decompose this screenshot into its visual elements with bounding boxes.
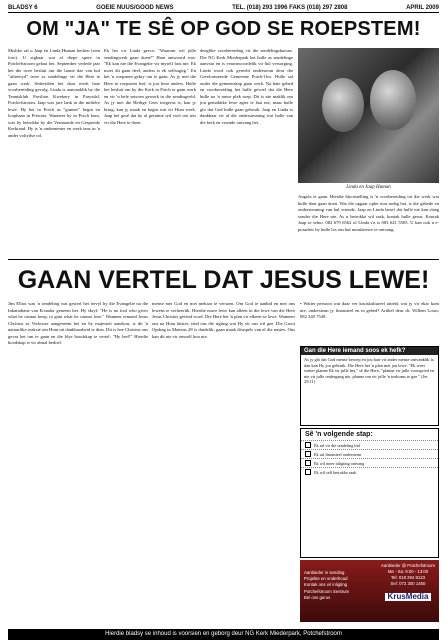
next-step-option[interactable] bbox=[301, 449, 438, 458]
option-label: Ek sal finansieel ondersteun bbox=[314, 451, 362, 457]
ad-line: Bel ons gerus bbox=[304, 594, 331, 600]
ad-cell: Sel: 072 300 1450 bbox=[390, 581, 426, 586]
advertisement[interactable] bbox=[300, 560, 439, 622]
contact-line: TEL. (018) 293 1996 FAKS (018) 297 2808 bbox=[232, 4, 348, 11]
article1-column-4 bbox=[298, 194, 439, 256]
photo-linda-jaap bbox=[298, 48, 439, 183]
ad-line: Aanbieder in sending bbox=[304, 570, 345, 575]
ad-line: Potchefstroom Sentrum bbox=[304, 588, 350, 594]
article2-text-1: Jim Elliot was 'n sendeling wat gesterf het tervyl hy die Evangelie na die Inkaindiane van Ecuador geneem het. Hy skryf: "He is no fool who gives what he cannot keep, to gain what he cannot lose." Wanneer iemand Jesus Christus as Verlosser aangeneem het en Sy majesteit aanskou, is dit 'n natuurlike reaksie om Hom uit dankbaarheid te dien. Dit is hoe Christus ons gevra het om te gaan en die blye boodskap te vertel: "Hy leef!" Hierdie boodskap is vir almal bedoel. bbox=[8, 301, 148, 345]
person-photo-linda bbox=[322, 78, 364, 132]
article2-column-3 bbox=[300, 301, 439, 343]
page-number: BLADSY 6 bbox=[8, 4, 38, 11]
next-step-option[interactable] bbox=[301, 440, 438, 449]
article1-column-3 bbox=[200, 48, 293, 256]
quote-box-title: Gan die Here iemand soos ek hefk? bbox=[301, 347, 438, 355]
next-step-option[interactable] bbox=[301, 467, 438, 476]
article1-text-2: Ek het vir Linda gevra: "Waarom wil julle sendingwerk gaan doen?" Haar antwoord was: "Ek kan nie die Evangelie vir myself hou nie. Ek moet dit gaan deel, anders is ek selfsugtig." En het 'n roepstem gekry om te gaan. As jy met die Here se roepstem leef, is jou lewe anders. Hulle het besluit om by die Kerk in Potch te gaan werk en vir 'n hele seisoen gewerk in die sendingveld. As jy met die Heilige Gees toegerus is, kan jy bring, kan jy maak en begin wat vir Hom werk. Jaap het gesê dat hy al geruime tyd voel om iets vir die Here te doen. bbox=[104, 48, 196, 125]
checkbox-icon[interactable] bbox=[305, 469, 311, 475]
article2-text-2: mense met God en met mekaar te versoen. Om God te aanbid en met ons lewens te verheerlik. Hierdie nuwe lewe kan alleen in die lewe van die Here Jesus Christus gevind word. Die Here het 'n plan vir elkeen se lewe. Wanneer ons na Hom luister, vind ons die rigting wat Hy vir ons wil gee. Die Groot Opdrag in Matteus 28 is duidelik: gaan maak dissipels van al die nasies. Ons kan dit nie vir onsself hou nie. bbox=[152, 301, 295, 339]
ad-company: Aanbieder @ Potchefstroom bbox=[380, 563, 436, 568]
ad-list bbox=[304, 570, 349, 601]
headline-roepstem: OM "JA" TE SÊ OP GOD SE ROEPSTEM! bbox=[26, 18, 421, 40]
next-step-heading: Sê 'n volgende stap: bbox=[305, 431, 373, 438]
person-photo-jaap bbox=[370, 70, 416, 130]
option-label: Ek wil meer inligting ontvang bbox=[314, 460, 365, 466]
checkbox-icon[interactable] bbox=[305, 451, 311, 457]
article2-column-2 bbox=[152, 301, 295, 625]
quote-box bbox=[300, 346, 439, 426]
ad-logo: KrusMedia bbox=[385, 593, 432, 601]
ad-contact bbox=[380, 563, 436, 601]
option-label: Ek sal vir die sendeling bid bbox=[314, 442, 360, 448]
checkbox-icon[interactable] bbox=[305, 442, 311, 448]
page-footer: Hierdie bladsy se inhoud is voorsien en geborg deur NG Kerk Miederpark, Potchefstroom bbox=[8, 629, 439, 640]
ad-line: Projekte en onderhoud bbox=[304, 576, 348, 582]
headline-jesus-lewe: GAAN VERTEL DAT JESUS LEWE! bbox=[17, 266, 430, 294]
photo-caption: Linda en Jaap Human bbox=[346, 185, 391, 190]
issue-date: APRIL 2009 bbox=[406, 4, 439, 11]
section-divider bbox=[8, 259, 439, 260]
article2-text-3: • Watter persoon wat daar ver kruiskultureel uitreik wat jy vir ekar kom nie, ondersteun jy finansieel en in gebed? Artikel deur ds. Willem Louw, 082 340 7549. bbox=[300, 301, 439, 319]
ad-line: Kontak ons vir inligting bbox=[304, 582, 347, 588]
page-header bbox=[8, 3, 439, 13]
article2-column-1 bbox=[8, 301, 148, 625]
checkbox-icon[interactable] bbox=[305, 460, 311, 466]
next-step-form bbox=[300, 428, 439, 558]
article1-column-2 bbox=[104, 48, 196, 256]
ad-tel: Tel: 018 294 8123 bbox=[390, 575, 426, 580]
option-label: Ek wil self betrokke raak bbox=[314, 469, 357, 475]
article1-text-4: Angola te gaan. Hierdie blootstelling is 'n voorbereiding tot die werk wat hulle daar gaan doen. Wat die opgaar opler nou nodig het, is die gebede en ondersteuning van hul vriende. Jaap en Linda besef dat hulle nie kan slaag sonder die Here nie. As u betrokke wil raak, kontak hulle gerus. Kontak Jaap se selno. 082 679 6562 of Linda s'n is 083 621 5505. U kan ook u e-posadres by hulle los om hul nuusbriewe te ontvang. bbox=[298, 194, 439, 232]
article1-text-1: Mislike sal u Jaap en Linda Human herken (sien foto). U sigbaar wat al diepe spore in Potchefstroom gelaat het. September verlede jaar het die twee besluit om die laaste dae van hul "aftreetyd" twee as sendelinge vir die Here te gaan werk. Sedertdien het daar reeds baie voorbereiding gevolg. Linda is aanvanklik by die Tennisklub Pavilion Kwekery in Parysdal, Potchefstroom. Jaap was jare lank in die militêre lewe. Hy het in Potch as "gunner" begin en loopbaan in Pretoria. Wanneer hy in Potch kom, was hy betrokke by die Vermaarde en Gespreide Kerkraad. Hy is 'n ondernemer en werk tans in 'n ander voltydse rol. bbox=[8, 48, 100, 138]
ad-hours: Ma - Sa: 9:00 - 13:00 bbox=[387, 569, 429, 574]
quote-box-text: As jy glo dat God mense beroep en jou hart vir ander mense ontvanklik is, dan kan Hy jou gebruik. Die Here het 'n plan met jou lewe. "Ek weet watter planne Ek vir julle het," sê die Here, "planne vir julle voorspoed en nie vir julle ondergang nie, planne om vir julle 'n toekoms te gee." (Jer 29:11) bbox=[304, 357, 435, 385]
next-step-option[interactable] bbox=[301, 458, 438, 467]
article1-text-3: deeglike voorbereiding vir die sendelingskursus. Die NG Kerk Miederpark het hulle as sendelinge aanvaar en is verantwoordelik vir hul versorging. Linda word ook gereeld ondersteun deur die Gereformeerde Gemeente Potch-Oos. Hulle sal onder die gemeenskap gaan werk. Na baie gebed en voorbereiding het hulle gevoel dat die Here hulle na 'n nuwe plek roep. Dit is nie maklik om jou gemaklike lewe agter te laat nie, maar hulle glo dat God hulle gaan gebruik. Jaap en Linda is dankbaar vir al die ondersteuning wat hulle van die kerk en vriende ontvang het. bbox=[200, 48, 293, 125]
article1-column-1 bbox=[8, 48, 100, 256]
publication-name: GOEIE NUUS/GOOD NEWS bbox=[96, 4, 174, 11]
